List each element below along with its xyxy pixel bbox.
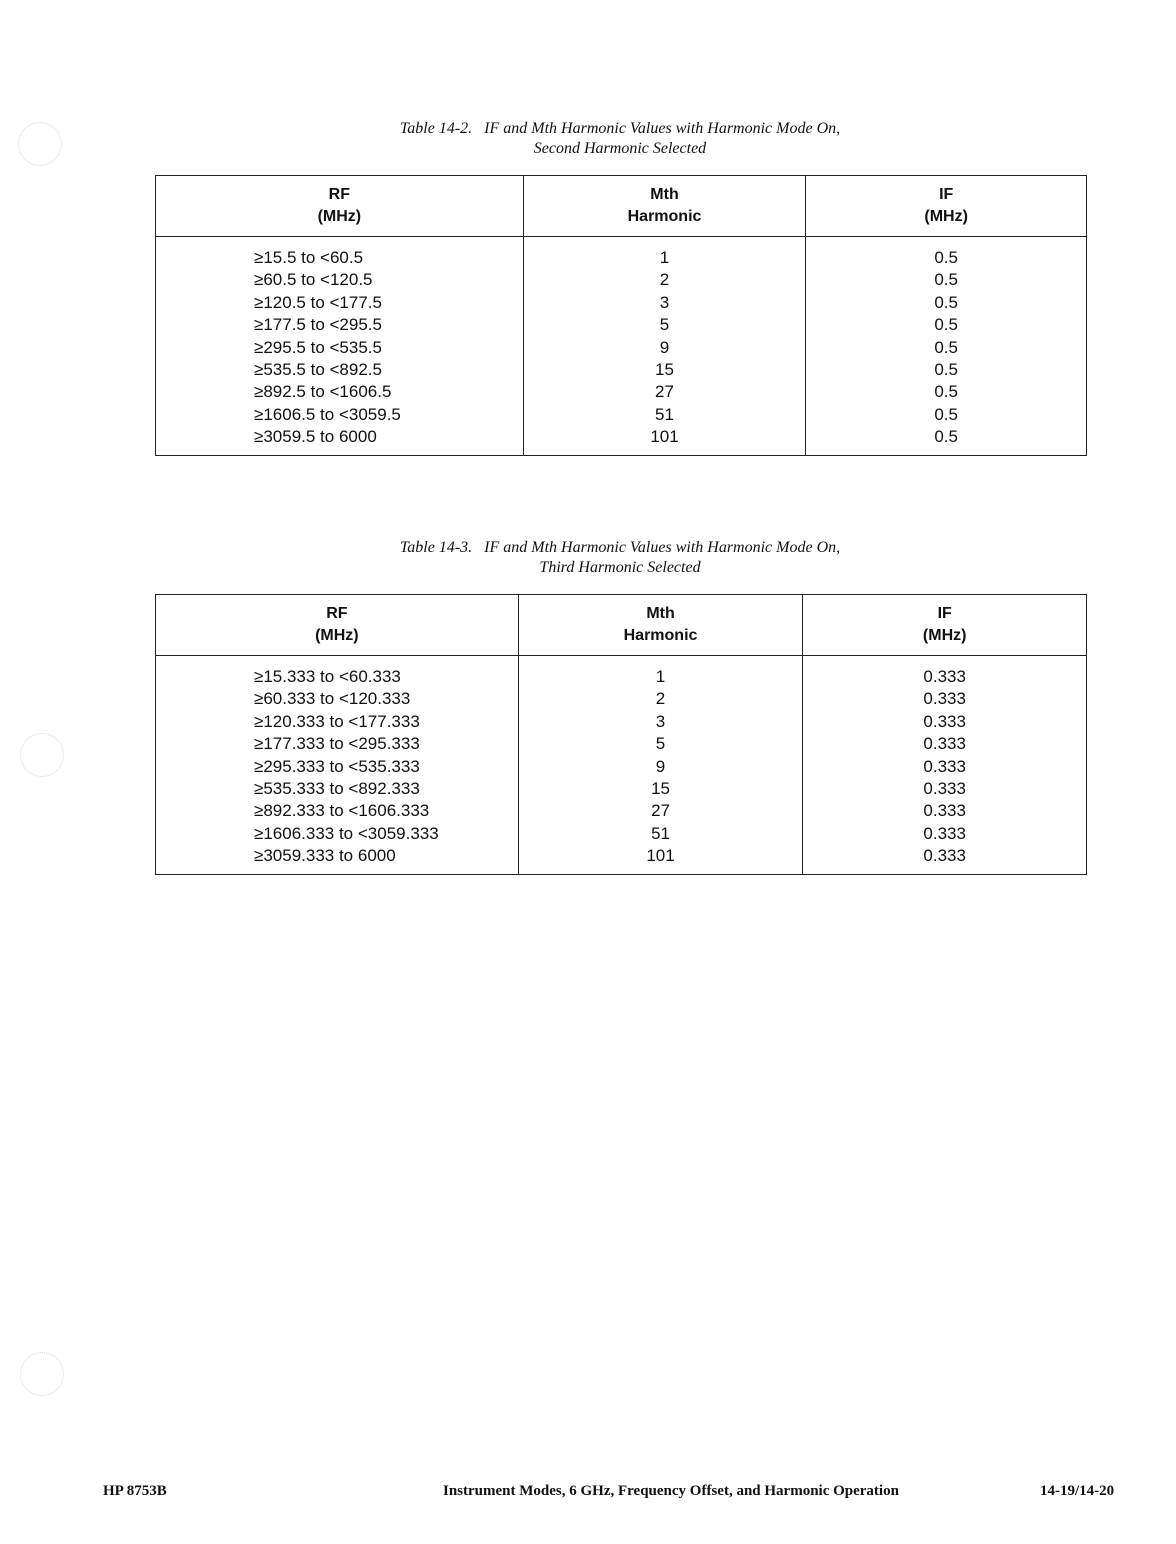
table-row bbox=[156, 778, 1087, 800]
mth-cell: 5 bbox=[523, 314, 806, 336]
mth-cell: 27 bbox=[518, 800, 803, 822]
rf-cell: ≥295.5 to <535.5 bbox=[156, 337, 524, 359]
header-mth-harmonic: Mth Harmonic bbox=[518, 595, 803, 656]
mth-cell: 101 bbox=[523, 426, 806, 455]
if-cell: 0.333 bbox=[923, 734, 966, 754]
header-if: IF (MHz) bbox=[806, 176, 1087, 237]
mth-cell: 1 bbox=[518, 656, 803, 689]
table-row bbox=[156, 823, 1087, 845]
if-cell: 0.5 bbox=[934, 382, 958, 402]
table-row bbox=[156, 292, 1087, 314]
if-cell: 0.5 bbox=[934, 315, 958, 335]
mth-cell: 3 bbox=[518, 711, 803, 733]
mth-cell: 15 bbox=[518, 778, 803, 800]
mth-cell: 51 bbox=[518, 823, 803, 845]
mth-cell: 101 bbox=[518, 845, 803, 874]
table-row bbox=[156, 381, 1087, 403]
mth-cell: 9 bbox=[518, 756, 803, 778]
rf-cell: ≥120.5 to <177.5 bbox=[156, 292, 524, 314]
if-cell: 0.333 bbox=[923, 689, 966, 709]
rf-cell: ≥1606.333 to <3059.333 bbox=[156, 823, 519, 845]
if-cell: 0.5 bbox=[934, 360, 958, 380]
table-row bbox=[156, 711, 1087, 733]
if-cell: 0.333 bbox=[923, 667, 966, 686]
table-row bbox=[156, 237, 1087, 270]
table-row bbox=[156, 845, 1087, 874]
punch-hole-bottom bbox=[20, 1352, 64, 1396]
header-if: IF (MHz) bbox=[803, 595, 1087, 656]
rf-cell: ≥295.333 to <535.333 bbox=[156, 756, 519, 778]
if-cell: 0.5 bbox=[934, 292, 958, 312]
table-header-row bbox=[156, 595, 1087, 656]
mth-cell: 51 bbox=[523, 404, 806, 426]
rf-cell: ≥177.333 to <295.333 bbox=[156, 733, 519, 755]
if-cell: 0.333 bbox=[923, 779, 966, 799]
table-row bbox=[156, 800, 1087, 822]
mth-cell: 3 bbox=[523, 292, 806, 314]
table-14-2-caption-line1: Table 14-2. IF and Mth Harmonic Values with Harmonic Mode On, bbox=[399, 120, 841, 137]
table-14-3 bbox=[155, 594, 1087, 875]
footer-section-title: Instrument Modes, 6 GHz, Frequency Offset, and Harmonic Operation bbox=[443, 1483, 899, 1499]
punch-hole-middle bbox=[20, 733, 64, 777]
table-header-row bbox=[156, 176, 1087, 237]
rf-cell: ≥120.333 to <177.333 bbox=[156, 711, 519, 733]
if-cell: 0.5 bbox=[934, 404, 958, 424]
mth-cell: 15 bbox=[523, 359, 806, 381]
table-row bbox=[156, 426, 1087, 455]
table-row bbox=[156, 688, 1087, 710]
footer-page-number: 14-19/14-20 bbox=[1040, 1483, 1115, 1499]
rf-cell: ≥177.5 to <295.5 bbox=[156, 314, 524, 336]
table-14-2 bbox=[155, 175, 1087, 456]
mth-cell: 2 bbox=[518, 688, 803, 710]
rf-cell: ≥3059.5 to 6000 bbox=[156, 426, 524, 455]
if-cell: 0.333 bbox=[923, 801, 966, 821]
if-cell: 0.333 bbox=[923, 756, 966, 776]
rf-cell: ≥60.5 to <120.5 bbox=[156, 269, 524, 291]
if-cell: 0.5 bbox=[934, 427, 958, 447]
table-row bbox=[156, 404, 1087, 426]
mth-cell: 2 bbox=[523, 269, 806, 291]
rf-cell: ≥3059.333 to 6000 bbox=[156, 845, 519, 874]
table-14-2-caption-line2: Second Harmonic Selected bbox=[533, 140, 707, 157]
table-row bbox=[156, 756, 1087, 778]
table-14-2-caption bbox=[0, 119, 1176, 159]
table-row bbox=[156, 337, 1087, 359]
header-rf: RF (MHz) bbox=[156, 176, 524, 237]
rf-cell: ≥535.333 to <892.333 bbox=[156, 778, 519, 800]
rf-cell: ≥1606.5 to <3059.5 bbox=[156, 404, 524, 426]
mth-cell: 9 bbox=[523, 337, 806, 359]
table-row bbox=[156, 314, 1087, 336]
table-row bbox=[156, 359, 1087, 381]
rf-cell: ≥892.5 to <1606.5 bbox=[156, 381, 524, 403]
table-row bbox=[156, 656, 1087, 689]
rf-cell: ≥15.5 to <60.5 bbox=[156, 237, 524, 270]
rf-cell: ≥60.333 to <120.333 bbox=[156, 688, 519, 710]
mth-cell: 27 bbox=[523, 381, 806, 403]
if-cell: 0.5 bbox=[934, 337, 958, 357]
mth-cell: 1 bbox=[523, 237, 806, 270]
mth-cell: 5 bbox=[518, 733, 803, 755]
rf-cell: ≥535.5 to <892.5 bbox=[156, 359, 524, 381]
if-cell: 0.333 bbox=[923, 846, 966, 866]
header-rf: RF (MHz) bbox=[156, 595, 519, 656]
table-row bbox=[156, 269, 1087, 291]
table-14-3-caption-line1: Table 14-3. IF and Mth Harmonic Values with Harmonic Mode On, bbox=[399, 539, 841, 556]
if-cell: 0.333 bbox=[923, 711, 966, 731]
if-cell: 0.5 bbox=[934, 248, 958, 267]
if-cell: 0.5 bbox=[934, 270, 958, 290]
rf-cell: ≥892.333 to <1606.333 bbox=[156, 800, 519, 822]
table-14-3-caption bbox=[0, 538, 1176, 578]
header-mth-harmonic: Mth Harmonic bbox=[523, 176, 806, 237]
if-cell: 0.333 bbox=[923, 823, 966, 843]
table-row bbox=[156, 733, 1087, 755]
table-14-3-caption-line2: Third Harmonic Selected bbox=[539, 559, 701, 576]
rf-cell: ≥15.333 to <60.333 bbox=[156, 656, 519, 689]
footer-model: HP 8753B bbox=[103, 1483, 167, 1499]
